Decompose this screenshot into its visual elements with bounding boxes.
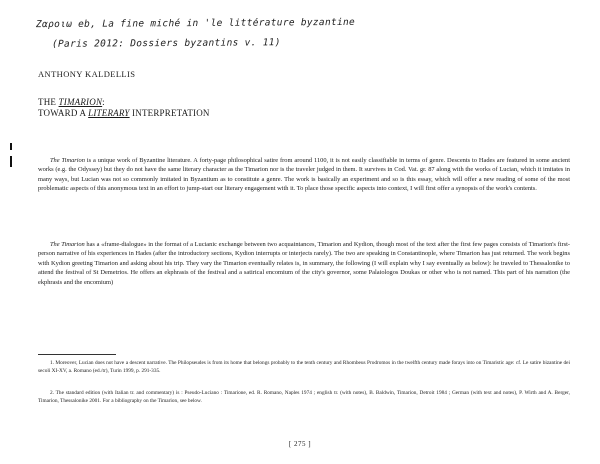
footnote: 1. Moreover, Lucian does not have a descent narrative. The Philopseudes is from its home that belongs probably to the tenth century and Rhombeus Prodromos in the twelfth century made forays into on Timaristic age: cf. Le satire bizantine dei secoli XI-XV, a. Romano (ed./tr), Turin 1999, p. 291-335. <box>38 360 570 374</box>
page-number: [ 275 ] <box>288 440 312 448</box>
footnote-rule <box>38 354 116 355</box>
article-title <box>38 97 210 119</box>
body-paragraph: The Timarion has a «frame-dialogue» in the format of a Lucianic exchange between two acquaintances, Timarion and Kydion, though most of the text after the first few pages consists of Timarion's first-person narrative of his experiences in Hades (after the introductory sections, Kydion interrupts or interjects rarely). The two are speaking in Constantinople, where Timarion has just returned. The work begins with Kydion greeting Timarion and asking about his trip. They vary the Timarion eventually relates is, in summary, the following (I will explain why I say eventually as below): he traveled to Thessalonike to attend the festival of St Demetrios. He offers an ekphrasis of the festival and a satirical encomium of the city's governor, some Palaiologos Doukas or other who is not named. This part of his narration (the ekphrasis and the encomium) <box>38 241 571 286</box>
body-paragraph: The Timarion is a unique work of Byzantine literature. A forty-page philosophical satire from around 1100, it is not easily classifiable in terms of genre. Descents to Hades are featured in some ancient works (e.g. the Odyssey) but they do not have the same literary character as the Timarion nor is the traveler judged in them. It survives in Cod. Vat. gr. 87 along with the works of Lucian, which it imitates in many ways, but Lucian was not so commonly imitated in Byzantium as to constitute a genre. The work is basically an experiment and so is this essay, which will offer a new reading of some of the most problematic aspects of this anonymous text in an effort to jump-start our literary engagement with it. To place those specific aspects into context, I will first offer a synopsis of the work's contents. <box>38 157 570 193</box>
footnote: 2. The standard edition (with Italian tr. and commentary) is : Pseudo-Luciano : Timarione, ed. R. Romano, Naples 1974 ; english tr. (with notes), B. Baldwin, Timarion, Detroit 1984 ; German (with text and notes), P. Wirth and A. Berger, Timarion, Thessalonike 2001. For a bibliography on the Timarion, see below. <box>38 390 570 404</box>
margin-bar-mark <box>10 143 12 150</box>
title-line-1: THE TIMARION: <box>38 97 105 107</box>
author-name: ANTHONY KALDELLIS <box>38 69 136 79</box>
handwritten-citation-line: Ζαροιω eb, La fine miché in 'le littérature byzantine <box>35 16 356 31</box>
handwritten-citation-line: (Paris 2012: Dossiers byzantins v. 11) <box>51 37 281 50</box>
title-line-2: TOWARD A LITERARY INTERPRETATION <box>38 108 210 118</box>
margin-bar-mark <box>10 156 12 167</box>
